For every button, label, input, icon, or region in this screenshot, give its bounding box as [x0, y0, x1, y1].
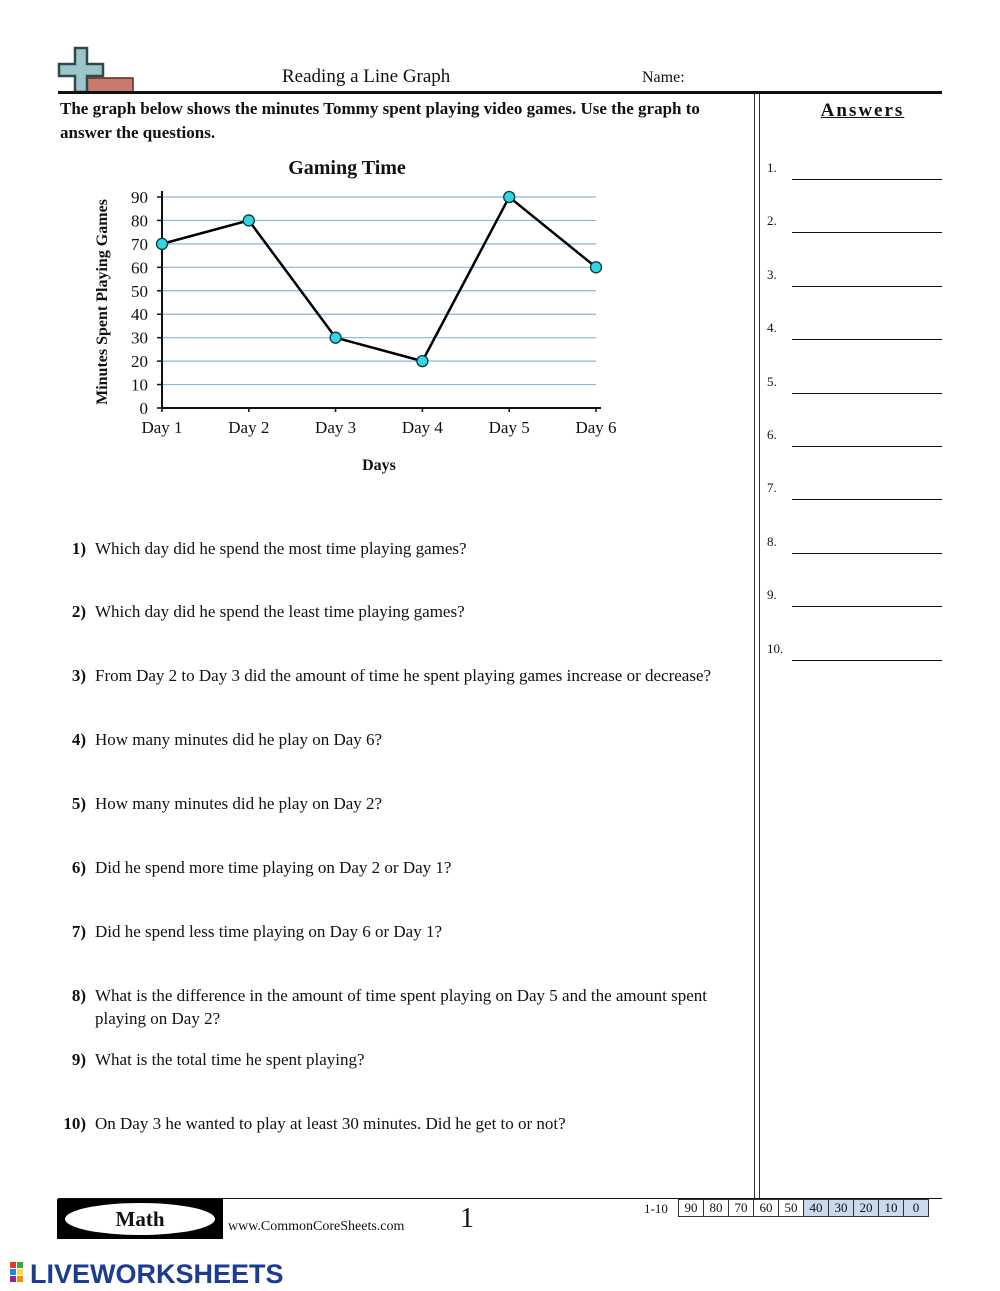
answer-blank[interactable]: [792, 339, 942, 340]
answer-blank[interactable]: [792, 660, 942, 661]
score-range: 1-10: [644, 1201, 668, 1216]
name-label: Name:: [642, 69, 685, 86]
answer-row-2: [767, 213, 942, 233]
score-cell: 40: [804, 1200, 829, 1217]
question-number: 5): [71, 794, 86, 813]
answer-number: 3.: [767, 266, 777, 282]
y-tick-label: 70: [131, 234, 148, 254]
y-tick-label: 10: [131, 375, 148, 395]
question-text: Did he spend less time playing on Day 6 or Day 1?: [95, 922, 443, 941]
score-cell: 90: [679, 1200, 704, 1217]
question-text: Which day did he spend the least time playing games?: [95, 602, 465, 621]
answer-blank[interactable]: [792, 286, 942, 287]
y-tick-label: 30: [131, 328, 148, 348]
answer-row-3: [767, 267, 942, 287]
question-text: Did he spend more time playing on Day 2 or Day 1?: [95, 858, 452, 877]
x-tick-label: Day 6: [575, 418, 617, 437]
header-divider: [58, 91, 942, 94]
data-point: [591, 262, 602, 273]
answer-row-9: [767, 587, 942, 607]
question-number: 2): [71, 602, 86, 621]
question-number: 1): [71, 539, 86, 558]
answer-number: 5.: [767, 373, 777, 389]
column-divider: [754, 94, 760, 1198]
answer-number: 8.: [767, 533, 777, 549]
instructions: The graph below shows the minutes Tommy spent playing video games. Use the graph to answer the questions.: [60, 99, 700, 142]
answer-number: 10.: [767, 640, 784, 656]
answer-row-8: [767, 534, 942, 554]
answer-blank[interactable]: [792, 499, 942, 500]
subject-label: Math: [65, 1203, 215, 1235]
question-text: Which day did he spend the most time playing games?: [95, 539, 467, 558]
answer-number: 1.: [767, 160, 777, 175]
series-line: [162, 197, 596, 361]
answers-title: Answers: [820, 100, 905, 121]
question-text: How many minutes did he play on Day 6?: [95, 730, 383, 749]
data-point: [243, 215, 254, 226]
score-cell: 10: [879, 1200, 904, 1217]
answer-blank[interactable]: [792, 606, 942, 607]
answer-row-4: [767, 320, 942, 340]
y-tick-label: 20: [131, 352, 148, 372]
line-chart: [85, 150, 645, 490]
score-cell: 60: [754, 1200, 779, 1217]
y-axis-label: Minutes Spent Playing Games: [94, 199, 111, 405]
question-text: What is the difference in the amount of time spent playing on Day 5 and the amount spent playing on Day 2?: [95, 986, 707, 1028]
answer-blank[interactable]: [792, 553, 942, 554]
answer-blank[interactable]: [792, 446, 942, 447]
score-cell: 20: [854, 1200, 879, 1217]
question-number: 7): [71, 922, 86, 941]
page-number: 1: [460, 1203, 474, 1234]
y-tick-label: 0: [139, 399, 148, 418]
score-cell: 70: [729, 1200, 754, 1217]
answer-blank[interactable]: [792, 393, 942, 394]
data-point: [157, 238, 168, 249]
liveworksheets-logo-icon: [10, 1262, 32, 1286]
question-number: 8): [71, 986, 86, 1005]
x-tick-label: Day 5: [488, 418, 530, 437]
data-point: [504, 192, 515, 203]
y-tick-label: 50: [131, 281, 148, 301]
question-number: 3): [71, 666, 86, 685]
answer-number: 6.: [767, 427, 777, 442]
website-link[interactable]: www.CommonCoreSheets.com: [228, 1219, 405, 1234]
brand-name: LIVEWORKSHEETS: [30, 1259, 284, 1289]
answer-blank[interactable]: [792, 232, 942, 233]
answer-row-1: [767, 160, 942, 180]
question-text: What is the total time he spent playing?: [95, 1050, 365, 1069]
subject-badge: [57, 1199, 223, 1239]
y-tick-label: 80: [131, 211, 148, 231]
y-tick-label: 40: [131, 305, 148, 325]
y-tick-label: 90: [131, 188, 148, 207]
question-text: How many minutes did he play on Day 2?: [95, 794, 383, 813]
answer-row-10: [767, 641, 942, 661]
question-number: 9): [71, 1050, 86, 1069]
score-table: [678, 1199, 929, 1217]
chart-title: Gaming Time: [288, 157, 406, 179]
answer-blank[interactable]: [792, 179, 942, 180]
answer-number: 9.: [767, 587, 777, 603]
x-axis-label: Days: [362, 457, 396, 474]
score-cell: 50: [779, 1200, 804, 1217]
answer-number: 7.: [767, 480, 777, 496]
score-cell: 0: [904, 1200, 929, 1217]
x-tick-label: Day 2: [228, 418, 270, 437]
question-text: On Day 3 he wanted to play at least 30 minutes. Did he get to or not?: [95, 1114, 566, 1133]
answer-row-5: [767, 374, 942, 394]
answer-row-7: [767, 480, 942, 500]
score-cell: 80: [704, 1200, 729, 1217]
question-text: From Day 2 to Day 3 did the amount of time he spent playing games increase or decrease?: [95, 666, 712, 685]
data-point: [417, 356, 428, 367]
x-tick-label: Day 3: [315, 418, 357, 437]
y-tick-label: 60: [131, 258, 148, 278]
x-tick-label: Day 4: [401, 418, 443, 437]
answer-number: 2.: [767, 213, 777, 229]
plus-logo-icon: [55, 46, 137, 94]
question-number: 10): [63, 1114, 86, 1133]
answer-row-6: [767, 427, 942, 447]
data-point: [330, 332, 341, 343]
question-number: 4): [71, 730, 86, 749]
score-cell: 30: [829, 1200, 854, 1217]
worksheet-title: Reading a Line Graph: [282, 66, 451, 87]
question-number: 6): [71, 858, 86, 877]
x-tick-label: Day 1: [141, 418, 183, 437]
answer-number: 4.: [767, 320, 777, 336]
